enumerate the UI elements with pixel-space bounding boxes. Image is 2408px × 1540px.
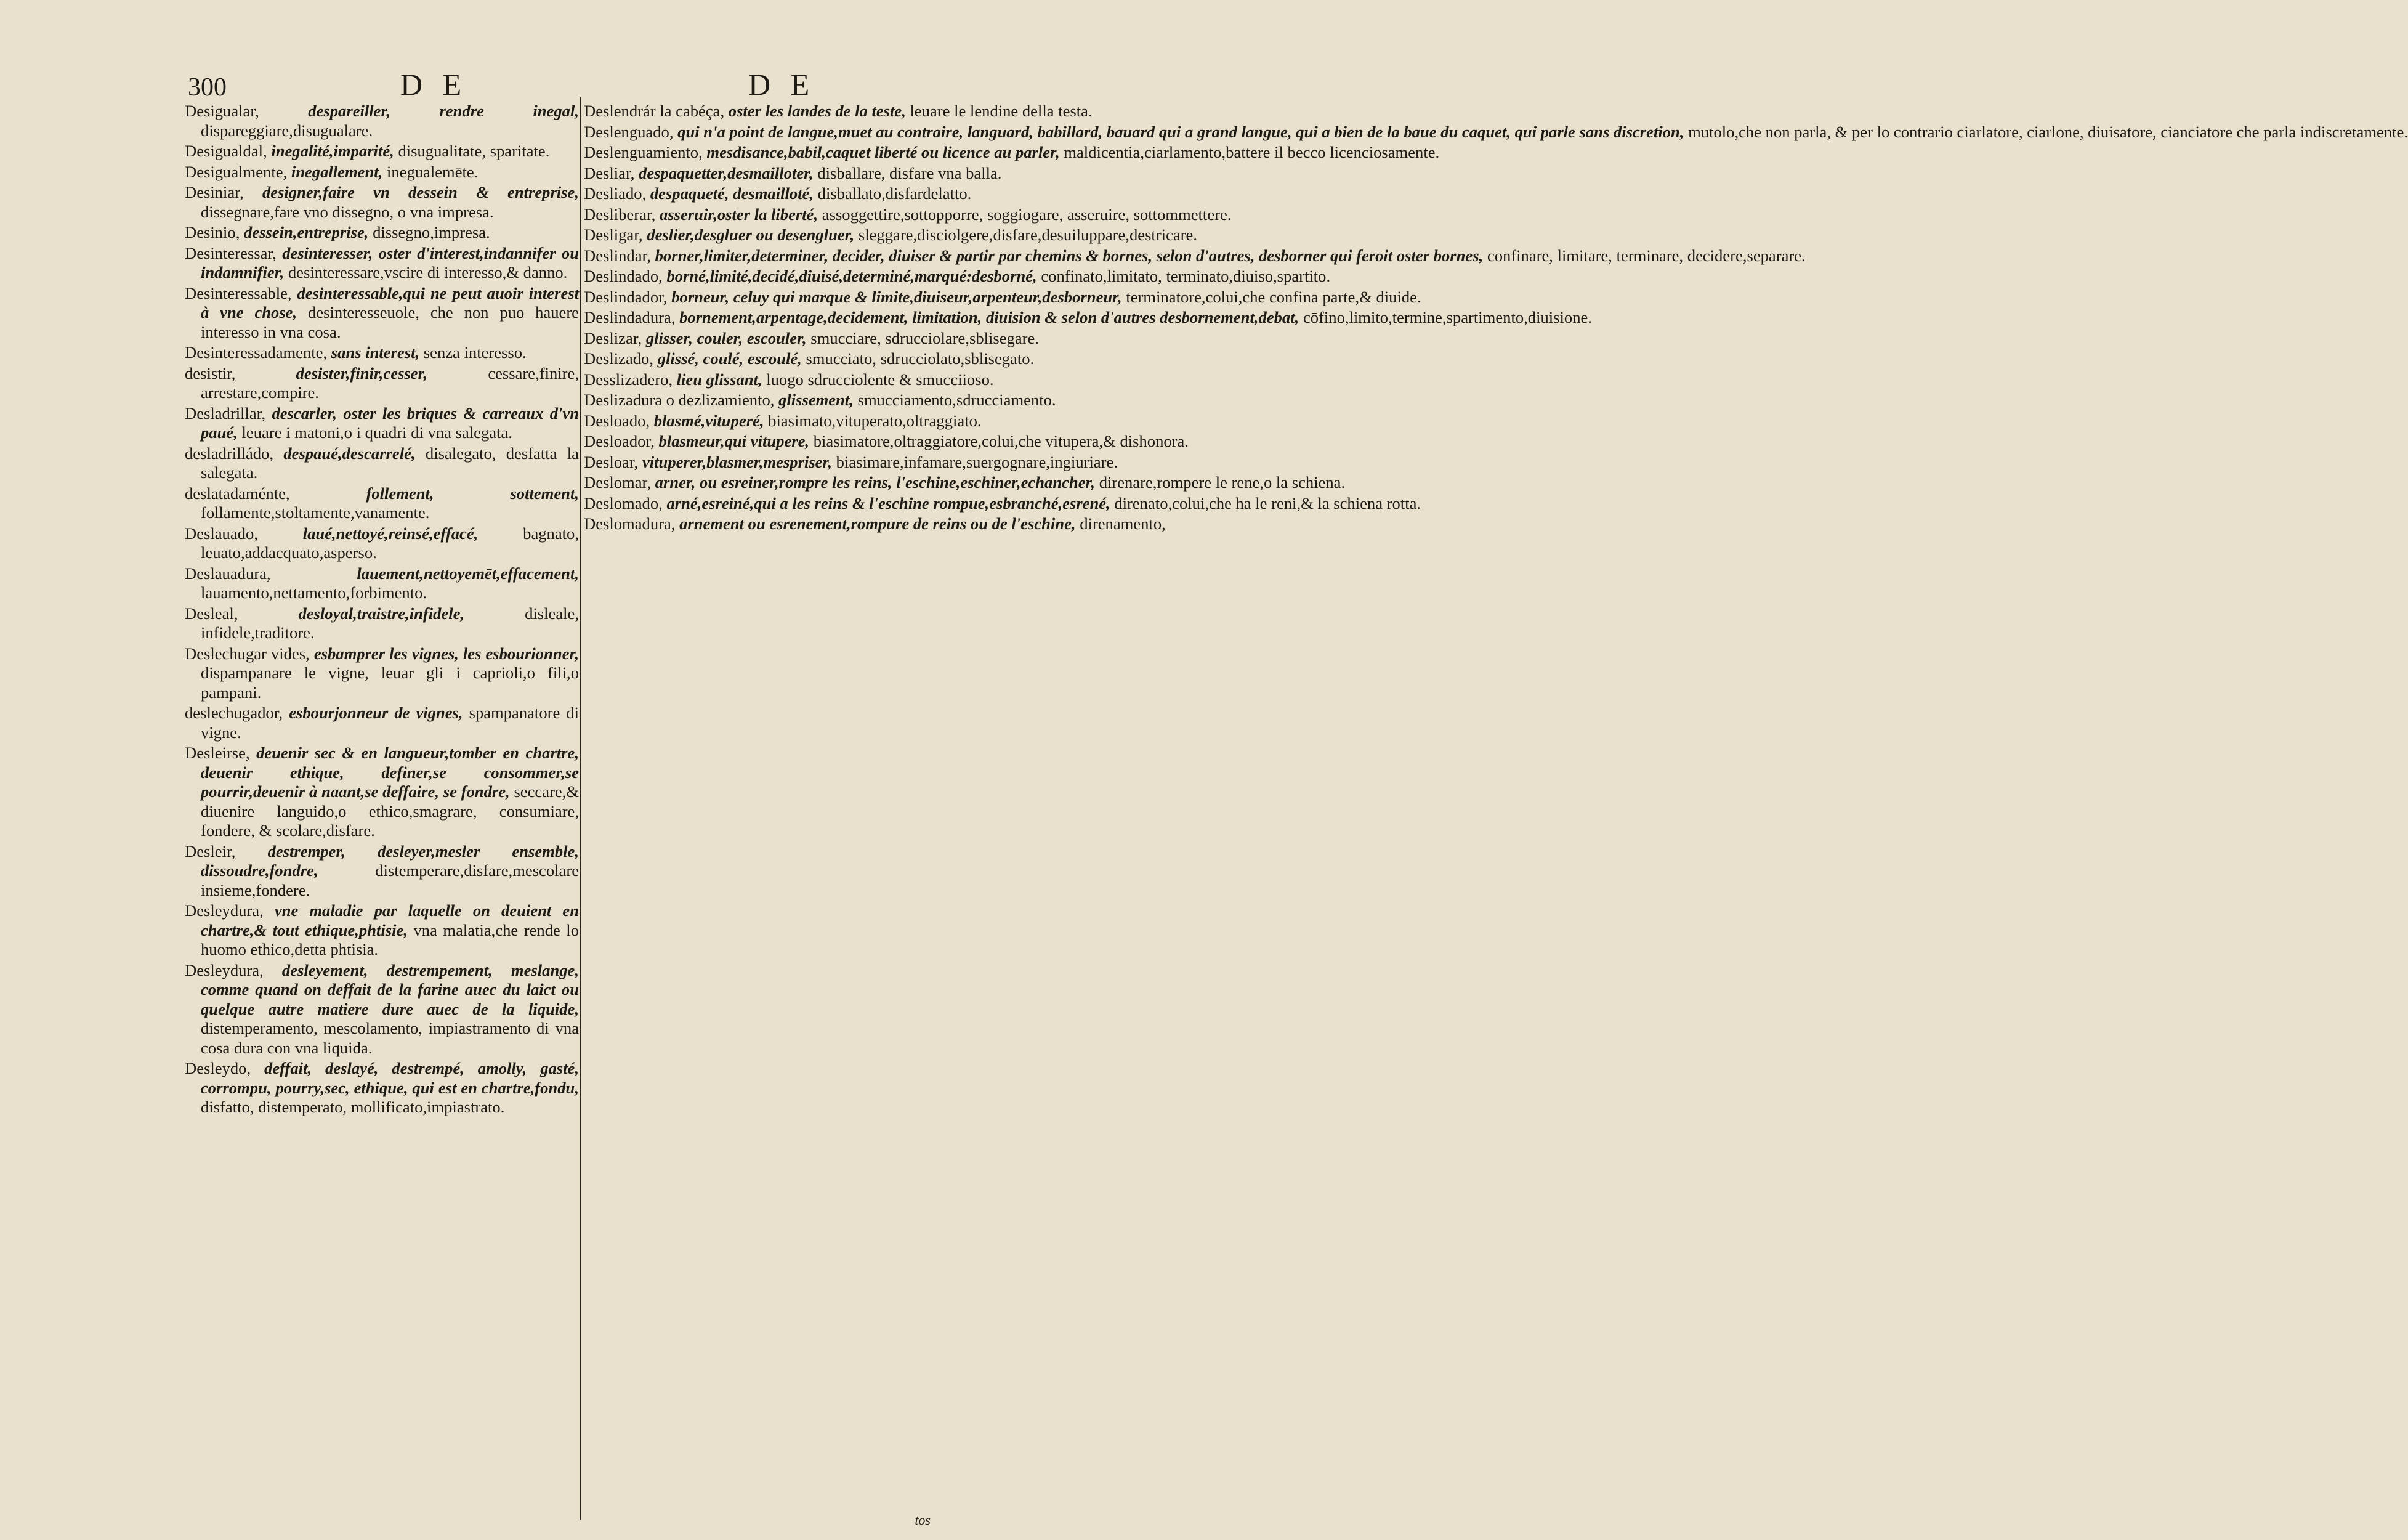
french-gloss: mesdisance,babil,caquet liberté ou licence au parler, xyxy=(706,143,1060,161)
headword: Desleydura, xyxy=(185,960,264,979)
dictionary-entry xyxy=(185,604,579,643)
french-gloss: desister,finir,cesser, xyxy=(296,363,428,383)
french-gloss: dessein,entreprise, xyxy=(244,223,369,241)
italian-gloss: cessare,finire, arrestare,compire. xyxy=(201,363,579,402)
headword: Desloado, xyxy=(584,411,650,430)
dictionary-entry xyxy=(584,287,1421,307)
dictionary-entry xyxy=(185,901,579,960)
dictionary-entry xyxy=(185,524,579,563)
headword: Desligar, xyxy=(584,225,643,244)
dictionary-entry xyxy=(185,163,579,182)
dictionary-entry xyxy=(584,267,1331,286)
dictionary-entry xyxy=(584,246,1806,266)
dictionary-entry xyxy=(185,842,579,901)
french-gloss: deffait, deslayé, destrempé, amolly, gasté, corrompu, pourry,sec, ethique, qui est en chartre,fondu, xyxy=(201,1059,579,1097)
italian-gloss: dispampanare le vigne, leuar gli i caprioli,o fili,o pampani. xyxy=(201,663,579,702)
italian-gloss: biasimare,infamare,suergognare,ingiuriare. xyxy=(836,452,1118,471)
headword: Deslindado, xyxy=(584,267,663,285)
italian-gloss: leuare i matoni,o i quadri di vna salegata. xyxy=(241,423,512,442)
french-gloss: qui n'a point de langue,muet au contraire, languard, babillard, bauard qui a grand langue, qui a bien de la baue du caquet, qui parle sans discretion, xyxy=(677,122,1684,141)
french-gloss: sans interest, xyxy=(331,343,420,362)
dictionary-entry xyxy=(584,432,1189,452)
italian-gloss: desinteresseuole, che non puo hauere interesso in vna cosa. xyxy=(201,303,579,341)
running-head-right: D E xyxy=(748,67,816,102)
italian-gloss: confinato,limitato, terminato,diuiso,spartito. xyxy=(1041,267,1331,285)
headword: Desloar, xyxy=(584,452,639,471)
dictionary-entry xyxy=(185,343,579,363)
italian-gloss: follamente,stoltamente,vanamente. xyxy=(201,503,430,522)
french-gloss: desinteresser, oster d'interest,indannifer ou indamnifier, xyxy=(201,243,579,282)
french-gloss: deslier,desgluer ou desengluer, xyxy=(647,225,855,244)
headword: Desleydo, xyxy=(185,1059,251,1077)
french-gloss: despaué,descarrelé, xyxy=(283,444,416,463)
french-gloss: arnement ou esrenement,rompure de reins ou de l'eschine, xyxy=(679,514,1076,533)
french-gloss: lieu glissant, xyxy=(676,370,762,389)
headword: Desleydura, xyxy=(185,901,264,920)
french-gloss: desloyal,traistre,infidele, xyxy=(298,604,465,623)
dictionary-entry xyxy=(584,452,1118,472)
headword: Deslenguamiento, xyxy=(584,143,703,161)
italian-gloss: maldicentia,ciarlamento,battere il becco licenciosamente. xyxy=(1064,143,1440,161)
italian-gloss: distemperare,disfare,mescolare insieme,fondere. xyxy=(201,861,579,899)
headword: Deslomadura, xyxy=(584,514,676,533)
italian-gloss: disugualitate, sparitate. xyxy=(398,142,550,160)
page-number: 300 xyxy=(188,73,227,102)
dictionary-entry xyxy=(185,564,579,603)
italian-gloss: desinteressare,vscire di interesso,& danno. xyxy=(288,263,568,282)
headword: Desliado, xyxy=(584,184,647,203)
dictionary-entry xyxy=(185,1059,579,1117)
italian-gloss: disfatto, distemperato, mollificato,impiastrato. xyxy=(201,1098,505,1116)
italian-gloss: dissegnare,fare vno dissegno, o vna impresa. xyxy=(201,202,494,221)
french-gloss: blasmé,vituperé, xyxy=(653,411,764,430)
dictionary-entry xyxy=(185,142,579,161)
headword: deslechugador, xyxy=(185,703,283,722)
dictionary-entry xyxy=(185,223,579,243)
headword: Deslomar, xyxy=(584,473,651,492)
italian-gloss: vna malatia,che rende lo huomo ethico,detta phtisia. xyxy=(201,920,579,958)
dictionary-entry xyxy=(584,184,972,204)
headword: Desinteressar, xyxy=(185,243,277,262)
dictionary-entry xyxy=(185,102,579,140)
french-gloss: inegallement, xyxy=(291,162,383,181)
italian-gloss: disballato,disfardelatto. xyxy=(817,184,972,203)
italian-gloss: direnare,rompere le rene,o la schiena. xyxy=(1099,473,1346,492)
headword: Deslechugar vides, xyxy=(185,644,310,663)
headword: Desinio, xyxy=(185,223,240,241)
french-gloss: desinteressable,qui ne peut auoir interest à vne chose, xyxy=(201,283,579,322)
headword: Desigualdal, xyxy=(185,142,267,160)
french-gloss: laué,nettoyé,reinsé,effacé, xyxy=(302,524,479,543)
french-gloss: desleyement, destrempement, meslange, comme quand on deffait de la farine auec du laict ou quelque autre matiere dure auec de la liquide, xyxy=(201,960,579,1018)
catchword: tos xyxy=(915,1512,931,1528)
italian-gloss: confinare, limitare, terminare, decidere,separare. xyxy=(1487,246,1806,265)
french-gloss: esbamprer les vignes, les esbourionner, xyxy=(313,644,579,663)
dictionary-entry xyxy=(584,225,1197,245)
headword: Deslauadura, xyxy=(185,564,271,583)
italian-gloss: disleale, infidele,traditore. xyxy=(201,604,579,642)
dictionary-entry xyxy=(185,444,579,483)
french-gloss: vne maladie par laquelle on deuient en chartre,& tout ethique,phtisie, xyxy=(201,901,579,939)
dictionary-entry xyxy=(185,644,579,703)
italian-gloss: smucciamento,sdrucciamento. xyxy=(857,391,1056,409)
french-gloss: despaquetter,desmailloter, xyxy=(639,163,814,182)
french-gloss: glisser, couler, escouler, xyxy=(645,328,807,347)
french-gloss: arné,esreiné,qui a les reins & l'eschine rompue,esbranché,esrené, xyxy=(666,493,1110,513)
dictionary-entry xyxy=(584,411,982,431)
dictionary-entry xyxy=(584,328,1039,349)
headword: Desslizadero, xyxy=(584,370,673,389)
italian-gloss: smucciare, sdrucciolare,sblisegare. xyxy=(810,328,1039,347)
italian-gloss: terminatore,colui,che confina parte,& diuide. xyxy=(1126,287,1421,306)
dictionary-entry xyxy=(185,404,579,443)
headword: desistir, xyxy=(185,363,236,383)
right-column xyxy=(584,102,2408,535)
french-gloss: destremper, desleyer,mesler ensemble, dissoudre,fondre, xyxy=(201,841,579,880)
dictionary-entry xyxy=(185,961,579,1058)
headword: Desinteressable, xyxy=(185,283,292,302)
french-gloss: deuenir sec & en langueur,tomber en chartre, deuenir ethique, definer,se consommer,se pourrir,deuenir à naant,se deffaire, se fondre, xyxy=(201,744,579,801)
dictionary-entry xyxy=(584,473,1346,493)
dictionary-entry xyxy=(584,102,1093,121)
headword: Deslizadura o dezlizamiento, xyxy=(584,391,775,409)
dictionary-entry xyxy=(584,493,1421,514)
headword: Desleirse, xyxy=(185,744,250,762)
italian-gloss: bagnato, leuato,addacquato,asperso. xyxy=(201,524,579,562)
headword: Desigualar, xyxy=(185,102,259,120)
italian-gloss: dissegno,impresa. xyxy=(373,223,490,241)
headword: Desigualmente, xyxy=(185,162,288,181)
italian-gloss: leuare le lendine della testa. xyxy=(910,102,1093,120)
dictionary-entry xyxy=(584,122,2408,142)
headword: Deslindadura, xyxy=(584,308,676,326)
headword: Deslendrár la cabéça, xyxy=(584,102,725,120)
italian-gloss: biasimato,vituperato,oltraggiato. xyxy=(768,411,982,430)
dictionary-entry xyxy=(584,143,1440,163)
french-gloss: esbourjonneur de vignes, xyxy=(289,703,463,722)
italian-gloss: spampanatore di vigne. xyxy=(201,703,579,742)
dictionary-entry xyxy=(584,514,1166,534)
italian-gloss: lauamento,nettamento,forbimento. xyxy=(201,583,427,602)
italian-gloss: sleggare,disciolgere,disfare,desuiluppare,destricare. xyxy=(858,225,1197,244)
left-column xyxy=(185,102,579,1119)
dictionary-entry xyxy=(584,391,1056,410)
headword: Deslomado, xyxy=(584,493,663,513)
french-gloss: arner, ou esreiner,rompre les reins, l'eschine,eschiner,echancher, xyxy=(655,473,1096,492)
headword: Deslauado, xyxy=(185,524,258,543)
french-gloss: glissement, xyxy=(778,391,854,409)
headword: Desleir, xyxy=(185,841,236,861)
french-gloss: borné,limité,decidé,diuisé,determiné,marqué:desborné, xyxy=(666,267,1037,285)
french-gloss: vituperer,blasmer,mespriser, xyxy=(642,452,833,471)
italian-gloss: distemperamento, mescolamento, impiastramento di vna cosa dura con vna liquida. xyxy=(201,1019,579,1057)
french-gloss: blasmeur,qui vitupere, xyxy=(658,432,810,450)
french-gloss: lauement,nettoyemēt,effacement, xyxy=(357,564,579,583)
dictionary-entry xyxy=(584,308,1592,328)
italian-gloss: disalegato, desfatta la salegata. xyxy=(201,444,579,482)
french-gloss: asseruir,oster la liberté, xyxy=(660,205,818,224)
dictionary-entry xyxy=(185,183,579,222)
headword: Deslindador, xyxy=(584,287,668,306)
italian-gloss: assoggettire,sottopporre, soggiogare, asseruire, sottommettere. xyxy=(822,205,1232,224)
headword: Deslindar, xyxy=(584,246,651,265)
headword: Desleal, xyxy=(185,604,238,623)
column-divider xyxy=(580,97,581,1520)
french-gloss: bornement,arpentage,decidement, limitation, diuision & selon d'autres desbornement,debat, xyxy=(679,308,1299,326)
french-gloss: inegalité,imparité, xyxy=(271,142,394,160)
italian-gloss: disballare, disfare vna balla. xyxy=(817,163,1002,182)
headword: Deslizado, xyxy=(584,349,653,368)
french-gloss: oster les landes de la teste, xyxy=(728,102,906,120)
dictionary-entry xyxy=(185,244,579,283)
italian-gloss: cōfino,limito,termine,spartimento,diuisione. xyxy=(1303,308,1592,326)
dictionary-entry xyxy=(185,703,579,742)
headword: Desiniar, xyxy=(185,183,244,201)
dictionary-entry xyxy=(584,370,994,390)
italian-gloss: dispareggiare,disugualare. xyxy=(201,121,373,140)
dictionary-entry xyxy=(185,364,579,403)
italian-gloss: smucciato, sdrucciolato,sblisegato. xyxy=(806,349,1035,368)
dictionary-entry xyxy=(185,284,579,342)
french-gloss: borner,limiter,determiner, decider, diuiser & partir par chemins & bornes, selon d'autres, desborner qui feroit oster bornes, xyxy=(655,246,1484,265)
dictionary-entry xyxy=(584,205,1232,225)
headword: Deslizar, xyxy=(584,328,642,347)
headword: Deslenguado, xyxy=(584,122,674,141)
italian-gloss: biasimatore,oltraggiatore,colui,che vitupera,& dishonora. xyxy=(813,432,1189,450)
headword: Desliberar, xyxy=(584,205,656,224)
headword: Desinteressadamente, xyxy=(185,343,328,362)
headword: desladrilládo, xyxy=(185,444,274,463)
headword: Desloador, xyxy=(584,432,655,450)
headword: Desliar, xyxy=(584,163,635,182)
dictionary-entry xyxy=(185,744,579,841)
french-gloss: despareiller, rendre inegal, xyxy=(308,102,580,120)
italian-gloss: direnamento, xyxy=(1080,514,1166,533)
french-gloss: designer,faire vn dessein & entreprise, xyxy=(262,183,579,201)
dictionary-entry xyxy=(185,484,579,523)
running-head-left: D E xyxy=(400,67,468,102)
headword: deslatadaménte, xyxy=(185,484,290,503)
italian-gloss: direnato,colui,che ha le reni,& la schiena rotta. xyxy=(1114,493,1421,513)
italian-gloss: senza interesso. xyxy=(423,343,527,362)
french-gloss: borneur, celuy qui marque & limite,diuiseur,arpenteur,desborneur, xyxy=(671,287,1122,306)
italian-gloss: mutolo,che non parla, & per lo contrario ciarlatore, ciarlone, diuisatore, cianciatore che parla indiscretamente. xyxy=(1688,122,2408,141)
dictionary-entry xyxy=(584,349,1035,369)
dictionary-entry xyxy=(584,163,1002,184)
french-gloss: descarler, oster les briques & carreaux d'vn paué, xyxy=(201,403,579,442)
french-gloss: glissé, coulé, escoulé, xyxy=(657,349,802,368)
italian-gloss: inegualemēte. xyxy=(386,162,479,181)
italian-gloss: luogo sdrucciolente & smucciioso. xyxy=(766,370,994,389)
french-gloss: follement, sottement, xyxy=(366,484,579,503)
headword: Desladrillar, xyxy=(185,403,266,423)
italian-gloss: seccare,& diuenire languido,o ethico,smagrare, consumiare, fondere, & scolare,disfare. xyxy=(201,782,580,840)
french-gloss: despaqueté, desmailloté, xyxy=(650,184,814,203)
